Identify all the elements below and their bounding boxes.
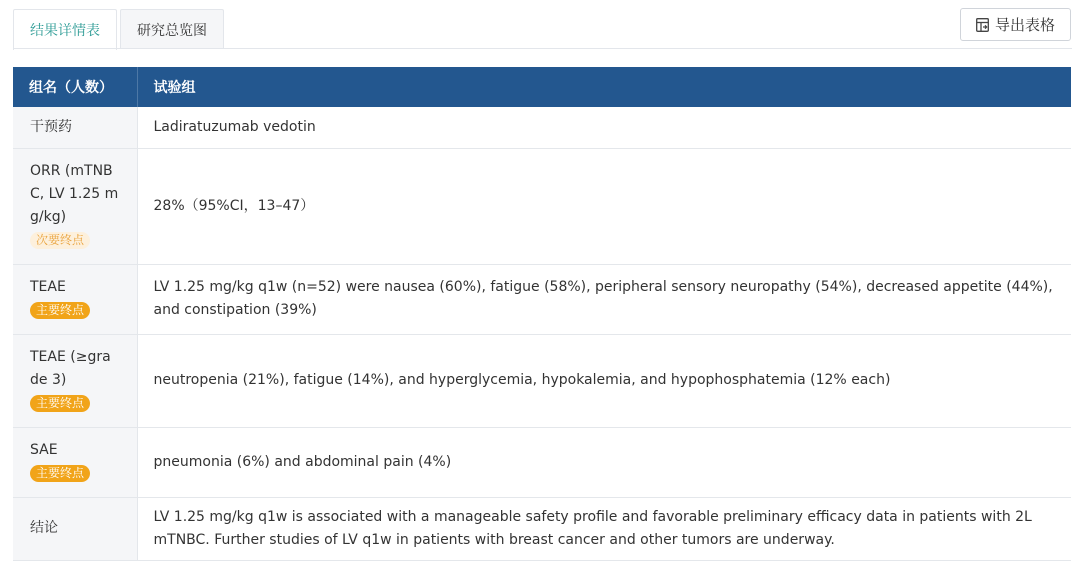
export-button-label: 导出表格 — [994, 16, 1055, 34]
row-label: SAE — [30, 442, 58, 458]
row-label: 结论 — [30, 520, 58, 536]
tab-divider — [13, 48, 1072, 49]
tab-bar — [13, 9, 227, 50]
row-label-cell — [13, 107, 137, 148]
tab-result-details[interactable]: 结果详情表 — [13, 9, 117, 50]
row-value: pneumonia (6%) and abdominal pain (4%) — [137, 427, 1071, 497]
column-header-trial-group: 试验组 — [137, 67, 1071, 107]
table-header-row — [13, 67, 1071, 107]
tab-study-overview[interactable]: 研究总览图 — [120, 9, 224, 49]
row-label: 干预药 — [30, 118, 72, 135]
export-table-icon — [976, 18, 989, 32]
table-row — [13, 334, 1071, 427]
primary-endpoint-badge: 主要终点 — [30, 465, 90, 482]
row-value: Ladiratuzumab vedotin — [137, 107, 1071, 148]
row-value: neutropenia (21%), fatigue (14%), and hyperglycemia, hypokalemia, and hypophosphatemia (12% each) — [137, 334, 1071, 427]
row-value: 28%（95%CI，13–47） — [137, 148, 1071, 264]
row-label: TEAE (≥grade 3) — [30, 349, 111, 388]
table-row — [13, 107, 1071, 148]
row-value: LV 1.25 mg/kg q1w (n=52) were nausea (60%), fatigue (58%), peripheral sensory neuropathy (54%), decreased appetite (44%), and constipation (39%) — [137, 264, 1071, 334]
table-row — [13, 148, 1071, 264]
row-label-cell — [13, 334, 137, 427]
row-label: ORR (mTNBC, LV 1.25 mg/kg) — [30, 163, 119, 225]
table-row — [13, 497, 1071, 560]
table-row — [13, 427, 1071, 497]
secondary-endpoint-badge: 次要终点 — [30, 232, 90, 249]
row-label-cell — [13, 264, 137, 334]
primary-endpoint-badge: 主要终点 — [30, 302, 90, 319]
row-label-cell — [13, 148, 137, 264]
result-table — [13, 67, 1071, 561]
row-label-cell — [13, 497, 137, 560]
row-label: TEAE — [30, 279, 66, 295]
table-row — [13, 264, 1071, 334]
top-bar — [0, 0, 1080, 50]
row-value: LV 1.25 mg/kg q1w is associated with a manageable safety profile and favorable preliminary efficacy data in patients with 2L mTNBC. Further studies of LV q1w in patients with breast cancer and other tumors are underway. — [137, 497, 1071, 560]
primary-endpoint-badge: 主要终点 — [30, 395, 90, 412]
row-label-cell — [13, 427, 137, 497]
column-header-group: 组名（人数） — [13, 67, 137, 107]
export-table-button[interactable] — [960, 8, 1071, 41]
